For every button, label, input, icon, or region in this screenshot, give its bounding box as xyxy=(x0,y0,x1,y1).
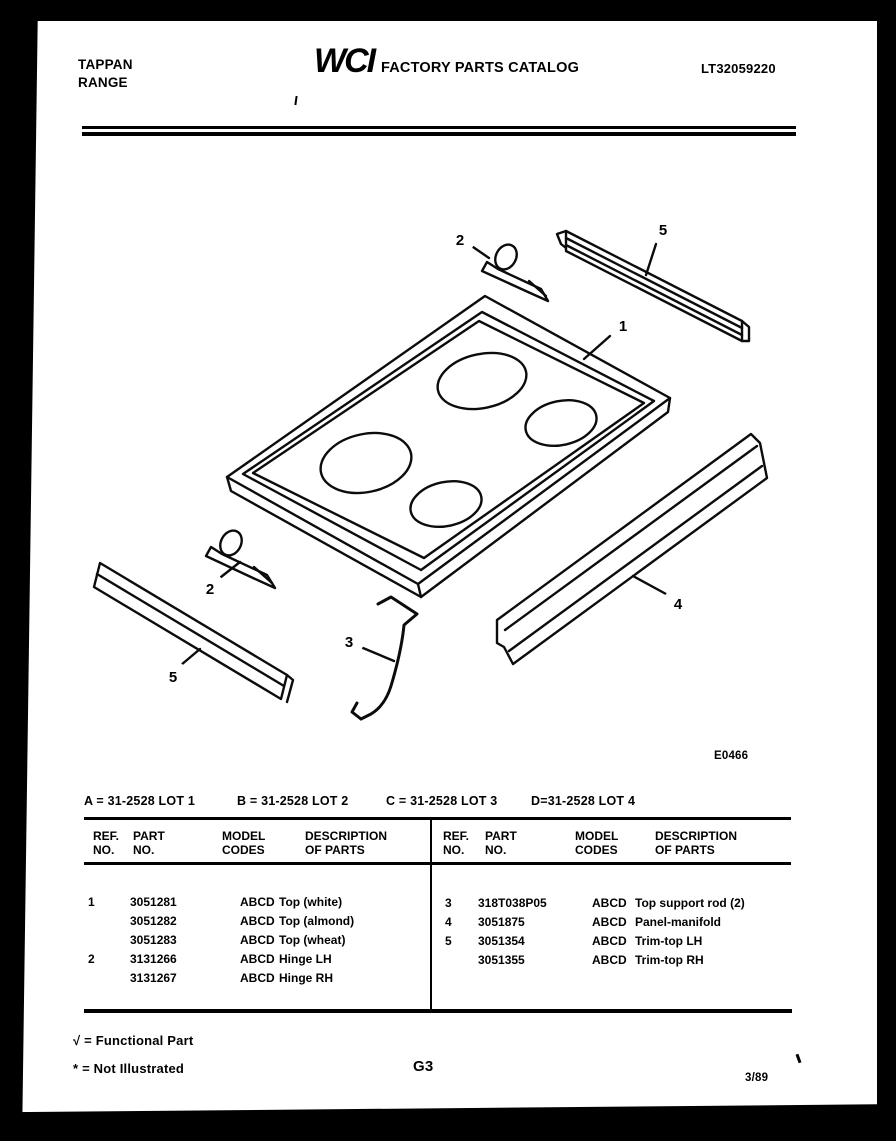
callout-3 xyxy=(334,626,394,661)
burner-hole-3 xyxy=(315,425,417,501)
col-header-codes: MODEL CODES xyxy=(222,829,266,857)
lot-c: C = 31-2528 LOT 3 xyxy=(386,794,498,808)
panel-front-right-edge xyxy=(421,398,670,597)
burner-hole-1 xyxy=(432,345,531,417)
svg-text:5: 5 xyxy=(658,222,668,239)
lot-a: A = 31-2528 LOT 1 xyxy=(84,794,195,808)
lot-b: B = 31-2528 LOT 2 xyxy=(237,794,349,808)
footnote-functional-part: √ = Functional Part xyxy=(73,1033,194,1048)
brand-line2: RANGE xyxy=(78,75,128,90)
callout-1-leader xyxy=(584,336,610,359)
callout-5-top-leader xyxy=(646,244,656,275)
col-header-codes: MODEL CODES xyxy=(575,829,619,857)
callout-2-top-leader xyxy=(473,247,489,258)
callout-5-bottom xyxy=(158,649,200,691)
trim-top-strip-right xyxy=(557,231,749,341)
hinge-top xyxy=(482,241,548,301)
callout-1 xyxy=(584,310,638,359)
svg-text:5: 5 xyxy=(168,669,178,686)
parts-table-right: REF. NO. PART NO. MODEL CODES DESCRIPTION OF PARTS 3 318T038P05 ABCD Top support rod (2) 4 3051875 ABCD Panel-manifold 5 3051354 ABCD Trim-top LH 3051355 ABCD Trim-top RH xyxy=(443,829,745,967)
svg-text:4: 4 xyxy=(673,596,683,613)
callout-4 xyxy=(633,576,693,618)
callout-4-leader xyxy=(633,576,666,594)
col-header-desc: DESCRIPTION OF PARTS xyxy=(655,829,738,857)
brand-line1: TAPPAN xyxy=(78,57,133,72)
callout-2-bottom xyxy=(195,562,240,603)
table-center-divider xyxy=(430,817,432,1011)
callout-2-top xyxy=(445,224,489,258)
date-code: 3/89 xyxy=(745,1072,769,1084)
callout-3-leader xyxy=(363,648,394,661)
col-header-desc: DESCRIPTION OF PARTS xyxy=(305,829,388,857)
col-header-part: PART NO. xyxy=(485,829,517,857)
catalog-title: FACTORY PARTS CATALOG xyxy=(381,60,580,76)
panel-manifold xyxy=(497,434,767,664)
col-header-part: PART NO. xyxy=(133,829,165,857)
figure-code: E0466 xyxy=(714,750,749,762)
footnote-not-illustrated: * = Not Illustrated xyxy=(73,1061,185,1076)
svg-text:1: 1 xyxy=(618,318,628,335)
svg-text:2: 2 xyxy=(455,232,465,249)
page-code: G3 xyxy=(413,1058,434,1075)
wci-logo: WCI xyxy=(314,42,375,80)
doc-number: LT32059220 xyxy=(701,61,776,76)
col-header-ref: REF. NO. xyxy=(93,829,120,857)
parts-table-left: REF. NO. PART NO. MODEL CODES DESCRIPTION OF PARTS 1 3051281 ABCD Top (white) 3051282 ABCD Top (almond) 3051283 ABCD Top (wheat) 2 3131266 ABCD Hinge LH 3131267 ABCD Hinge RH xyxy=(88,829,388,985)
callout-5-bottom-leader xyxy=(181,649,200,665)
col-header-ref: REF. NO. xyxy=(443,829,470,857)
svg-text:3: 3 xyxy=(344,634,354,651)
svg-text:2: 2 xyxy=(205,581,215,598)
lot-d: D=31-2528 LOT 4 xyxy=(531,794,636,808)
callout-5-top xyxy=(646,214,678,275)
